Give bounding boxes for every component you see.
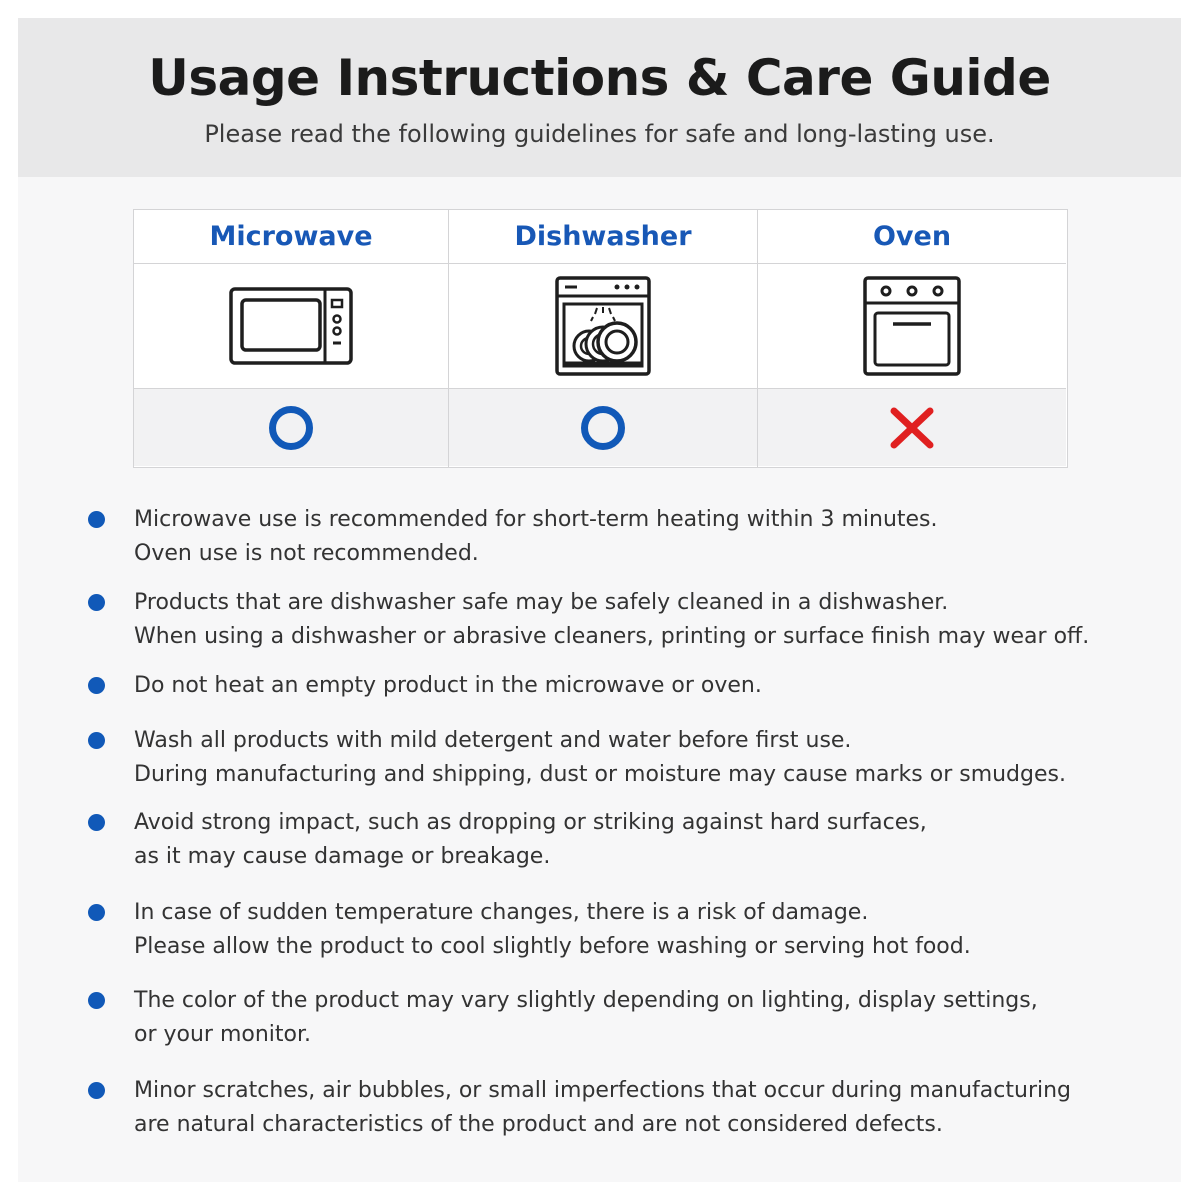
guideline-line: Minor scratches, air bubbles, or small imperfections that occur during manufacturing	[134, 1078, 1072, 1103]
oven-icon	[863, 276, 961, 376]
bullet-icon	[88, 732, 105, 749]
guideline-line: The color of the product may vary slightly depending on lighting, display settings,	[134, 988, 1038, 1013]
not-allowed-x-icon	[890, 407, 934, 449]
guideline-line: Microwave use is recommended for short-term heating within 3 minutes.	[134, 507, 938, 532]
page-subtitle: Please read the following guidelines for safe and long-lasting use.	[204, 120, 995, 148]
column-dishwasher	[449, 210, 758, 467]
guideline-line: Please allow the product to cool slightly before washing or serving hot food.	[134, 934, 971, 959]
guideline-line: Products that are dishwasher safe may be safely cleaned in a dishwasher.	[134, 590, 949, 615]
guideline-line: or your monitor.	[134, 1022, 312, 1047]
guideline-line: Avoid strong impact, such as dropping or striking against hard surfaces,	[134, 810, 927, 835]
page-header	[18, 18, 1181, 177]
page-title: Usage Instructions & Care Guide	[148, 49, 1051, 107]
bullet-icon	[88, 594, 105, 611]
guideline-line: are natural characteristics of the product and are not considered defects.	[134, 1112, 943, 1137]
bullet-icon	[88, 814, 105, 831]
guideline-line: Oven use is not recommended.	[134, 541, 479, 566]
guideline-line: In case of sudden temperature changes, there is a risk of damage.	[134, 900, 869, 925]
column-microwave	[134, 210, 449, 467]
guideline-line: Wash all products with mild detergent and water before first use.	[134, 728, 852, 753]
ok-mark-icon	[581, 406, 625, 450]
bullet-icon	[88, 511, 105, 528]
guideline-line: During manufacturing and shipping, dust or moisture may cause marks or smudges.	[134, 762, 1066, 787]
guideline-line: When using a dishwasher or abrasive cleaners, printing or surface finish may wear off.	[134, 624, 1090, 649]
care-guide-card	[18, 18, 1181, 1182]
dishwasher-icon	[555, 276, 651, 376]
bullet-icon	[88, 992, 105, 1009]
bullet-icon	[88, 677, 105, 694]
column-header-oven: Oven	[758, 210, 1066, 264]
ok-mark-icon	[269, 406, 313, 450]
column-header-microwave: Microwave	[134, 210, 448, 264]
usage-compatibility-table	[133, 209, 1068, 468]
guideline-line: Do not heat an empty product in the microwave or oven.	[134, 673, 762, 698]
guideline-line: as it may cause damage or breakage.	[134, 844, 551, 869]
column-oven	[758, 210, 1066, 467]
bullet-icon	[88, 1082, 105, 1099]
bullet-icon	[88, 904, 105, 921]
column-header-dishwasher: Dishwasher	[449, 210, 757, 264]
microwave-icon	[229, 287, 353, 365]
